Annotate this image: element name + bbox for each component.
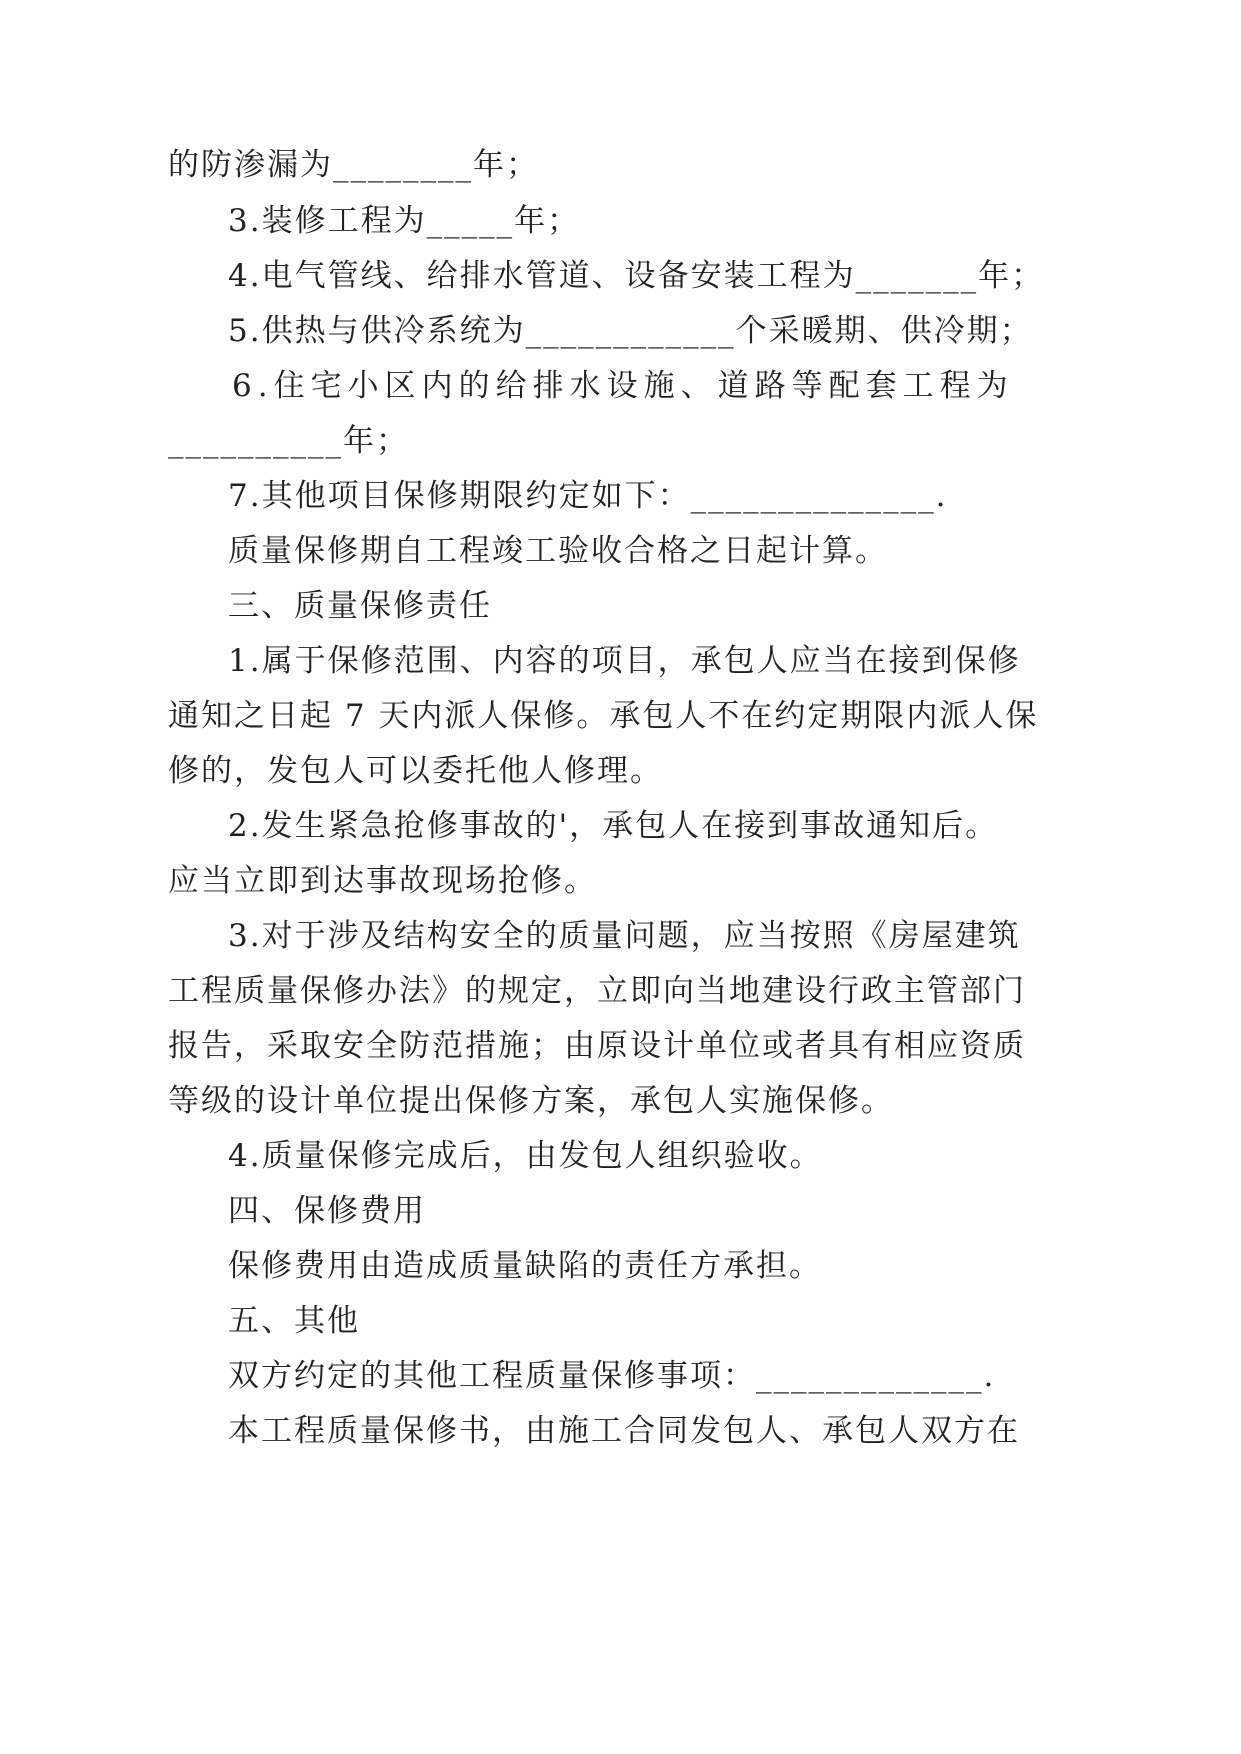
section-heading: 五、其他 [228, 1303, 360, 1339]
text-line: 的防渗漏为________年； [168, 147, 539, 183]
section-heading: 三、质量保修责任 [228, 588, 492, 624]
text-line: 工程质量保修办法》的规定，立即向当地建设行政主管部门 [168, 973, 1026, 1009]
text-line: 4.电气管线、给排水管道、设备安装工程为_______年； [228, 258, 1045, 294]
section-heading: 四、保修费用 [228, 1193, 426, 1229]
text-line: 应当立即到达事故现场抢修。 [168, 863, 597, 899]
text-line: 双方约定的其他工程质量保修事项：_____________. [228, 1358, 996, 1394]
text-line: 3.装修工程为_____年； [228, 203, 581, 239]
text-line: 3.对于涉及结构安全的质量问题，应当按照《房屋建筑 [228, 918, 1021, 954]
text-line: 2.发生紧急抢修事故的'，承包人在接到事故通知后。 [228, 808, 999, 844]
text-line: 7.其他项目保修期限约定如下：______________. [228, 478, 948, 514]
text-line: 等级的设计单位提出保修方案，承包人实施保修。 [168, 1083, 894, 1119]
text-line: 报告，采取安全防范措施；由原设计单位或者具有相应资质 [168, 1028, 1026, 1064]
text-line: 6.住宅小区内的给排水设施、道路等配套工程为 [232, 368, 1014, 404]
text-line: 4.质量保修完成后，由发包人组织验收。 [228, 1138, 823, 1174]
text-line: 本工程质量保修书，由施工合同发包人、承包人双方在 [228, 1413, 1020, 1449]
text-line: 质量保修期自工程竣工验收合格之日起计算。 [228, 533, 888, 569]
text-line: 修的，发包人可以委托他人修理。 [168, 753, 663, 789]
text-line: __________年； [168, 423, 409, 459]
text-line: 通知之日起 7 天内派人保修。承包人不在约定期限内派人保 [168, 698, 1039, 734]
text-line: 5.供热与供冷系统为____________个采暖期、供冷期； [228, 313, 1033, 349]
text-line: 保修费用由造成质量缺陷的责任方承担。 [228, 1248, 822, 1284]
text-line: 1.属于保修范围、内容的项目，承包人应当在接到保修 [228, 643, 1021, 679]
